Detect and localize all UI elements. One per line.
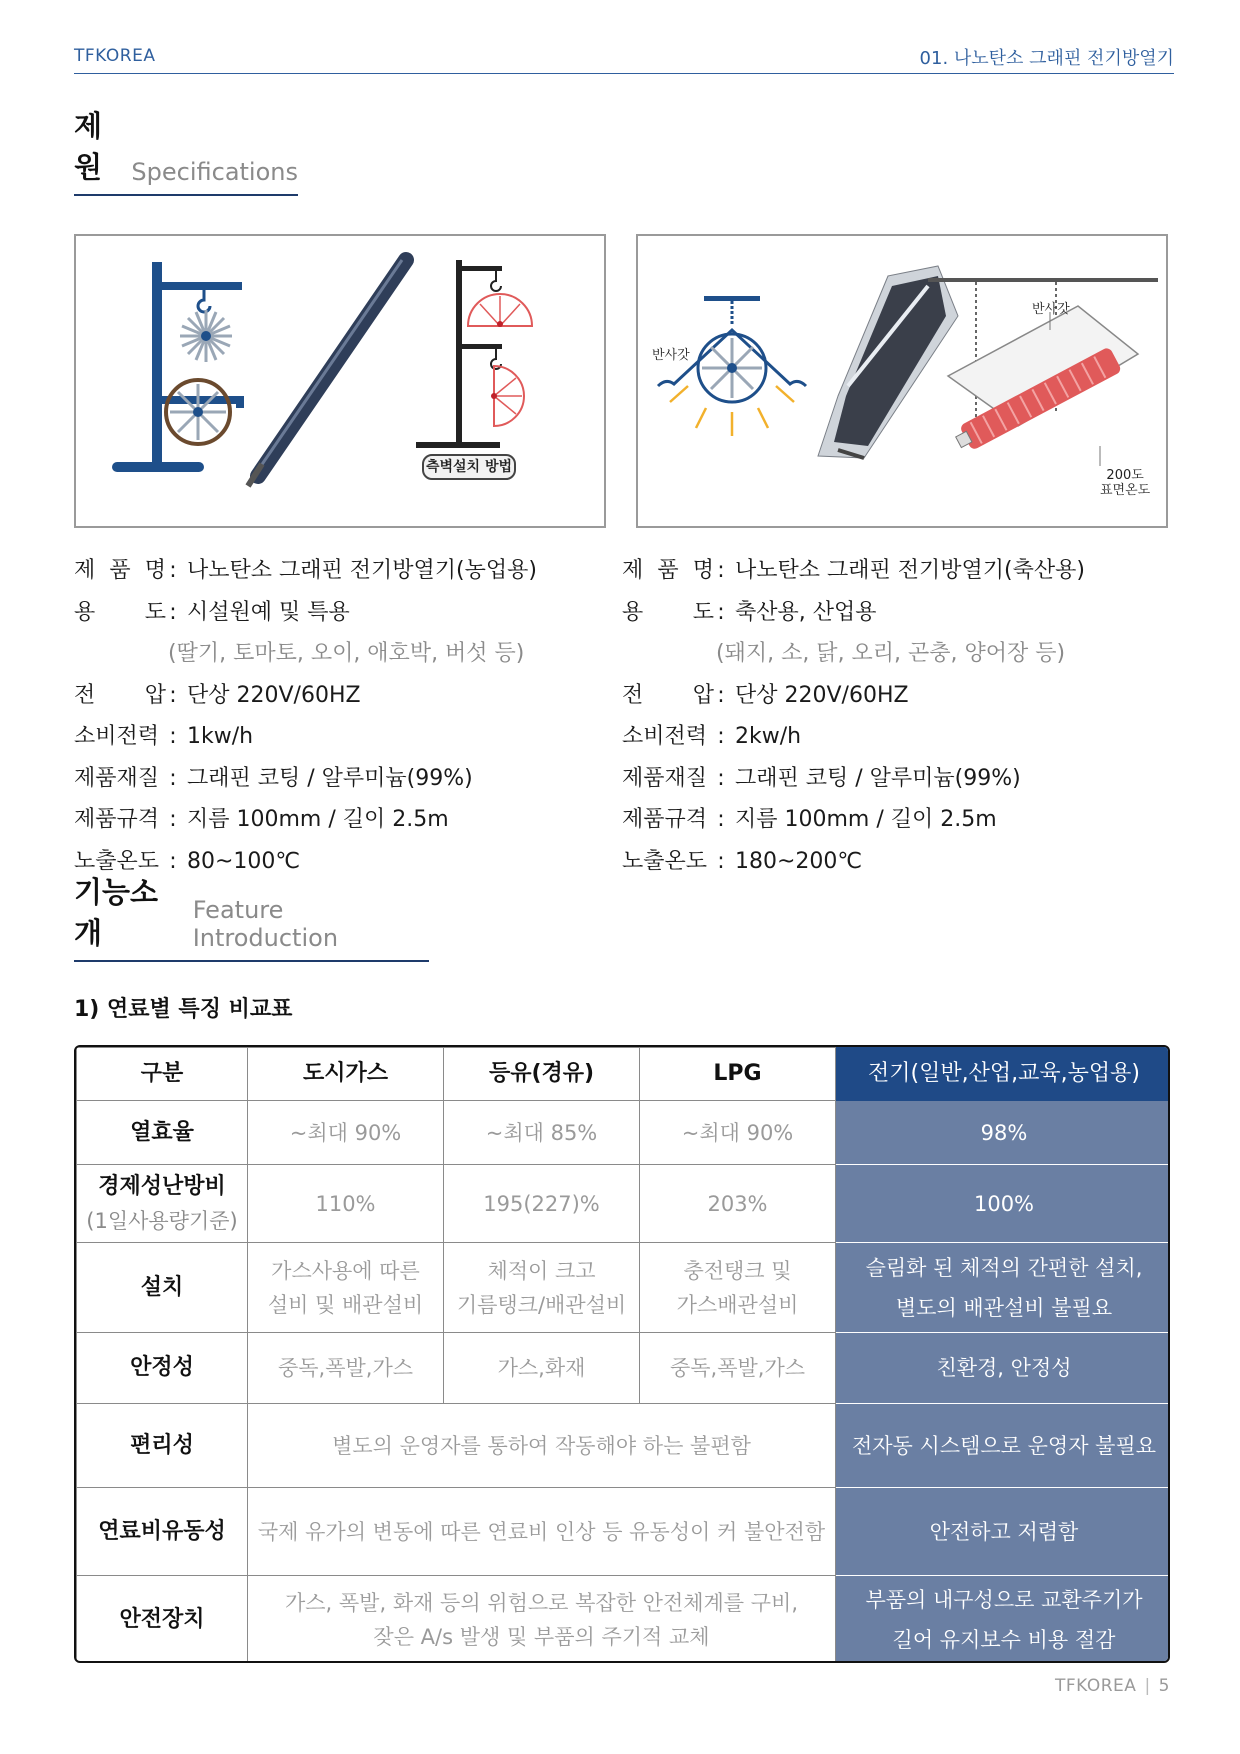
table-cell-merged: 별도의 운영자를 통하여 작동해야 하는 불편함 <box>248 1404 836 1488</box>
row-label-stability: 안정성 <box>77 1333 248 1404</box>
spec-row-material: 제품재질 : 그래핀 코팅 / 알루미늄(99%) <box>74 765 473 791</box>
table-row <box>77 1243 1171 1333</box>
spec-value-use: 축산용, 산업용 <box>735 599 877 625</box>
footer-brand: TFKOREA <box>1054 1676 1137 1696</box>
feature-section-title <box>74 875 429 962</box>
table-cell: ~최대 90% <box>640 1101 836 1165</box>
table-cell-merged: 국제 유가의 변동에 따른 연료비 인상 등 유동성이 커 불안전함 <box>248 1488 836 1576</box>
header-city-gas: 도시가스 <box>248 1048 444 1101</box>
table-cell-electric: 친환경, 안정성 <box>836 1333 1171 1404</box>
spec-row-size: 제품규격 : 지름 100mm / 길이 2.5m <box>74 807 449 832</box>
spec-row-size: 제품규격 : 지름 100mm / 길이 2.5m <box>622 807 997 832</box>
spec-row-voltage: 전 압 : 단상 220V/60HZ <box>74 682 361 708</box>
table-row <box>77 1576 1171 1664</box>
table-cell-electric: 안전하고 저렴함 <box>836 1488 1171 1576</box>
table-cell-electric: 100% <box>836 1165 1171 1243</box>
spec-value-temp: 180~200℃ <box>735 848 863 874</box>
row-label-economy <box>77 1165 248 1243</box>
surface-temp-caption: 표면온도 <box>1100 483 1151 498</box>
spec-row-voltage: 전 압 : 단상 220V/60HZ <box>622 682 909 708</box>
page-number: 5 <box>1158 1676 1170 1696</box>
spec-value-name: 나노탄소 그래핀 전기방열기(농업용) <box>187 558 537 583</box>
livestock-heater-image <box>636 234 1168 528</box>
header-category: 구분 <box>77 1048 248 1101</box>
row-label-economy-main: 경제성난방비 <box>98 1173 226 1199</box>
table-cell: 중독,폭발,가스 <box>248 1333 444 1404</box>
row-label-volatility: 연료비유동성 <box>77 1488 248 1576</box>
spec-row-material: 제품재질 : 그래핀 코팅 / 알루미늄(99%) <box>622 765 1021 791</box>
spec-value-name: 나노탄소 그래핀 전기방열기(축산용) <box>735 558 1085 583</box>
table-cell: ~최대 90% <box>248 1101 444 1165</box>
header-chapter: 01. 나노탄소 그래핀 전기방열기 <box>919 48 1174 69</box>
reflector-label-right: 반사갓 <box>1032 302 1070 317</box>
table-cell: 가스사용에 따른 설비 및 배관설비 <box>248 1243 444 1333</box>
table-cell: 중독,폭발,가스 <box>640 1333 836 1404</box>
table-row <box>77 1165 1171 1243</box>
spec-value-use: 시설원예 및 특용 <box>187 599 350 625</box>
comparison-subheading: 1) 연료별 특징 비교표 <box>74 997 293 1022</box>
table-row <box>77 1404 1171 1488</box>
spec-title-en: Specifications <box>131 158 298 186</box>
table-cell: 체적이 크고 기름탱크/배관설비 <box>444 1243 640 1333</box>
reflector-label-left: 반사갓 <box>652 348 690 363</box>
spec-section-title <box>74 109 298 196</box>
row-label-efficiency: 열효율 <box>77 1101 248 1165</box>
table-row <box>77 1101 1171 1165</box>
spec-row-name: 제 품 명 : 나노탄소 그래핀 전기방열기(축산용) <box>622 558 1085 583</box>
table-row <box>77 1488 1171 1576</box>
side-wall-install-badge: 측벽설치 방법 <box>422 454 516 480</box>
spec-row-name: 제 품 명 : 나노탄소 그래핀 전기방열기(농업용) <box>74 558 537 583</box>
table-cell-electric: 전자동 시스템으로 운영자 불필요 <box>836 1404 1171 1488</box>
livestock-heater-illustration <box>638 236 1166 526</box>
table-cell-electric: 슬림화 된 체적의 간편한 설치, 별도의 배관설비 불필요 <box>836 1243 1171 1333</box>
table-cell-merged: 가스, 폭발, 화재 등의 위험으로 복잡한 안전체계를 구비, 잦은 A/s 발생 및 부품의 주기적 교체 <box>248 1576 836 1664</box>
header-brand: TFKOREA <box>74 46 156 66</box>
spec-row-power: 소비전력 : 2kw/h <box>622 724 802 749</box>
spec-value-power: 1kw/h <box>187 724 254 749</box>
table-cell-electric: 98% <box>836 1101 1171 1165</box>
page-header <box>74 44 1174 74</box>
table-cell: 충전탱크 및 가스배관설비 <box>640 1243 836 1333</box>
spec-row-use: 용 도 : 축산용, 산업용 <box>622 599 877 625</box>
table-cell: 110% <box>248 1165 444 1243</box>
spec-title-ko: 제원 <box>74 109 103 184</box>
spec-value-size: 지름 100mm / 길이 2.5m <box>735 807 997 832</box>
spec-list-agricultural <box>74 550 537 882</box>
spec-row-power: 소비전력 : 1kw/h <box>74 724 254 749</box>
header-kerosene: 등유(경유) <box>444 1048 640 1101</box>
spec-value-material: 그래핀 코팅 / 알루미늄(99%) <box>187 765 473 791</box>
spec-row-temp: 노출온도 : 180~200℃ <box>622 848 863 874</box>
table-cell: 가스,화재 <box>444 1333 640 1404</box>
row-label-install: 설치 <box>77 1243 248 1333</box>
spec-value-size: 지름 100mm / 길이 2.5m <box>187 807 449 832</box>
table-cell: 203% <box>640 1165 836 1243</box>
table-header-row <box>77 1048 1171 1101</box>
page-footer <box>1055 1676 1170 1696</box>
spec-value-voltage: 단상 220V/60HZ <box>735 682 909 708</box>
spec-use-detail: (딸기, 토마토, 오이, 애호박, 버섯 등) <box>168 641 525 666</box>
spec-value-temp: 80~100℃ <box>187 848 301 874</box>
row-label-convenience: 편리성 <box>77 1404 248 1488</box>
spec-list-livestock <box>622 550 1085 882</box>
table-cell: ~최대 85% <box>444 1101 640 1165</box>
table-cell-electric: 부품의 내구성으로 교환주기가 길어 유지보수 비용 절감 <box>836 1576 1171 1664</box>
table-cell: 195(227)% <box>444 1165 640 1243</box>
spec-row-temp: 노출온도 : 80~100℃ <box>74 848 301 874</box>
header-lpg: LPG <box>640 1048 836 1101</box>
spec-value-voltage: 단상 220V/60HZ <box>187 682 361 708</box>
row-label-economy-sub: (1일사용량기준) <box>86 1208 238 1233</box>
fuel-comparison-table <box>74 1045 1170 1663</box>
spec-use-detail: (돼지, 소, 닭, 오리, 곤충, 양어장 등) <box>716 641 1066 666</box>
surface-temp-label <box>1100 468 1150 498</box>
feature-title-ko: 기능소개 <box>74 875 159 950</box>
agricultural-heater-image <box>74 234 606 528</box>
spec-value-power: 2kw/h <box>735 724 802 749</box>
table-row <box>77 1333 1171 1404</box>
spec-value-material: 그래핀 코팅 / 알루미늄(99%) <box>735 765 1021 791</box>
footer-separator: | <box>1144 1676 1151 1696</box>
feature-title-en: Feature Introduction <box>192 896 339 952</box>
surface-temp-value: 200도 <box>1106 468 1144 483</box>
spec-row-use: 용 도 : 시설원예 및 특용 <box>74 599 350 625</box>
header-electric: 전기(일반,산업,교육,농업용) <box>836 1048 1171 1101</box>
row-label-safety: 안전장치 <box>77 1576 248 1664</box>
agricultural-heater-illustration <box>76 236 604 526</box>
